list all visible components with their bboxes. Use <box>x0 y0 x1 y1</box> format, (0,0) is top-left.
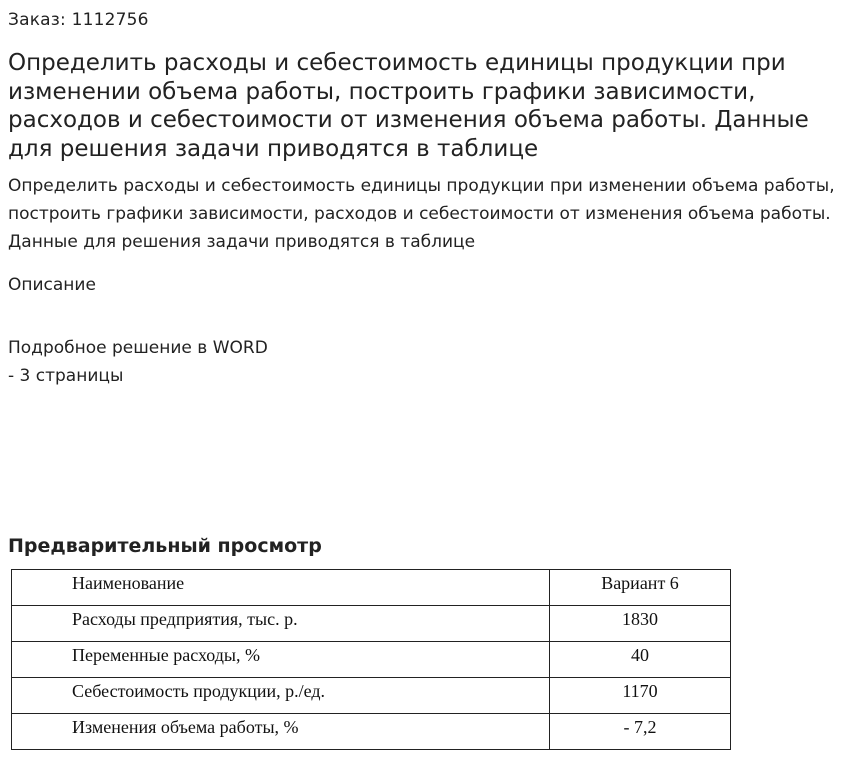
description-label: Описание <box>8 275 96 295</box>
preview-title: Предварительный просмотр <box>8 535 322 557</box>
table-row <box>12 642 731 678</box>
preview-table <box>11 569 731 750</box>
table-row <box>12 678 731 714</box>
order-number: Заказ: 1112756 <box>8 10 149 30</box>
table-cell-value: - 7,2 <box>550 714 731 750</box>
table-header-row <box>12 570 731 606</box>
table-cell-value: 1830 <box>550 606 731 642</box>
table-cell-name: Себестоимость продукции, р./ед. <box>12 678 550 714</box>
table-row <box>12 606 731 642</box>
table-header-cell: Вариант 6 <box>550 570 731 606</box>
table-cell-name: Расходы предприятия, тыс. р. <box>12 606 550 642</box>
table-cell-value: 40 <box>550 642 731 678</box>
table-row <box>12 714 731 750</box>
task-description: Определить расходы и себестоимость единицы продукции при изменении объема работы, построить графики зависимости, расходов и себестоимости от изменения объема работы. Данные для решения задачи приводятся в таблице <box>8 176 835 252</box>
table-cell-name: Изменения объема работы, % <box>12 714 550 750</box>
table-cell-value: 1170 <box>550 678 731 714</box>
table-header-cell: Наименование <box>12 570 550 606</box>
solution-note: Подробное решение в WORD - 3 страницы <box>8 338 268 386</box>
table-cell-name: Переменные расходы, % <box>12 642 550 678</box>
page-title: Определить расходы и себестоимость единицы продукции при изменении объема работы, построить графики зависимости, расходов и себестоимости от изменения объема работы. Данные для решения задачи приводятся в таблице <box>8 50 809 162</box>
